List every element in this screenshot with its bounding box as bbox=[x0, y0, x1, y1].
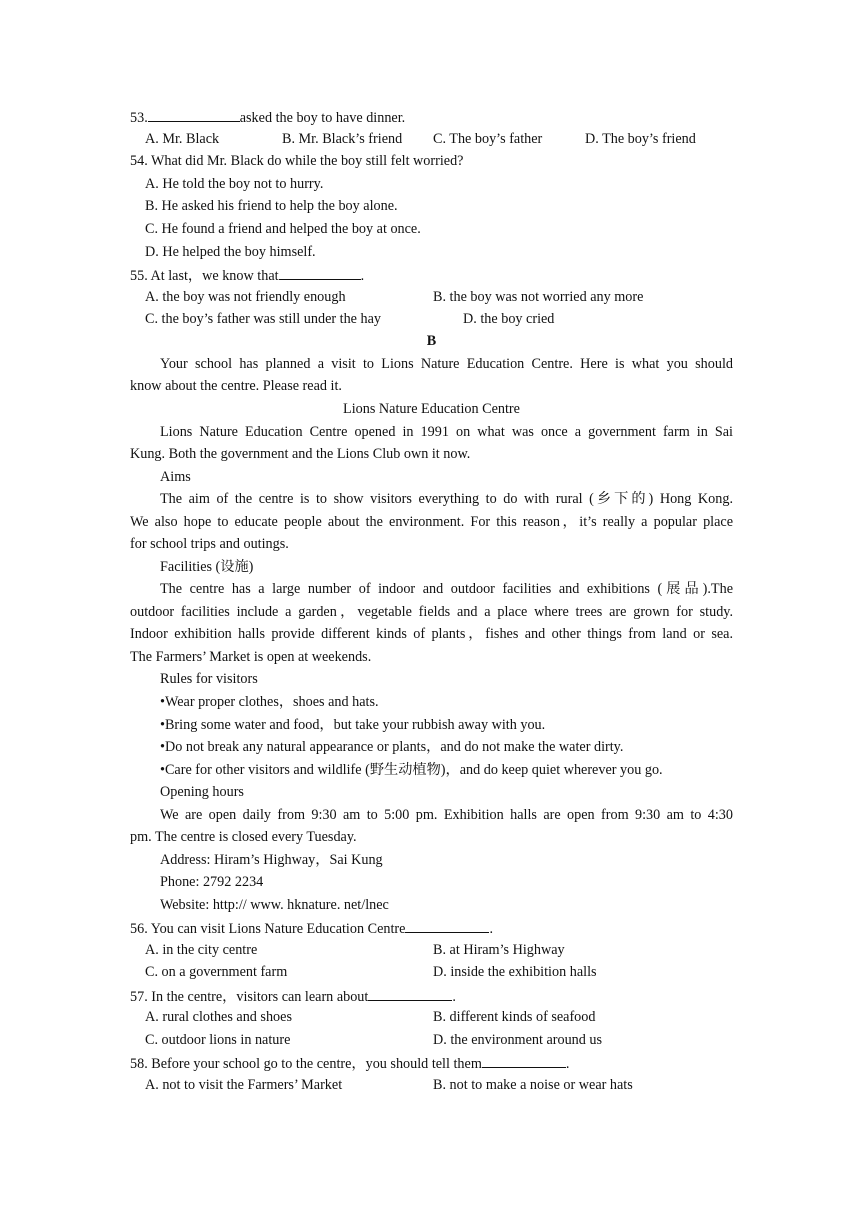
hours-line-2: pm. The centre is closed every Tuesday. bbox=[130, 829, 357, 845]
facilities-line-1: The centre has a large number of indoor and outdoor facilities and exhibitions (展品).The bbox=[160, 581, 733, 597]
answer-blank[interactable] bbox=[405, 918, 489, 933]
q53-option-c[interactable]: C. The boy’s father bbox=[433, 131, 543, 147]
q57-option-b[interactable]: B. different kinds of seafood bbox=[433, 1009, 596, 1025]
contact-phone: Phone: 2792 2234 bbox=[160, 874, 264, 890]
facilities-line-2: outdoor facilities include a garden，vegetable fields and a place where trees are grown for study. bbox=[130, 604, 733, 620]
question-58 bbox=[130, 1053, 733, 1073]
q56-option-d[interactable]: D. inside the exhibition halls bbox=[433, 964, 597, 980]
q56-option-c[interactable]: C. on a government farm bbox=[145, 964, 288, 980]
aims-line-3: for school trips and outings. bbox=[130, 536, 289, 552]
hours-line-1: We are open daily from 9:30 am to 5:00 pm. Exhibition halls are open from 9:30 am to 4:30 bbox=[160, 807, 733, 823]
q56-option-a[interactable]: A. in the city centre bbox=[145, 942, 258, 958]
rule-item: •Care for other visitors and wildlife (野生动植物)，and do keep quiet wherever you go. bbox=[160, 762, 663, 778]
q55-option-a[interactable]: A. the boy was not friendly enough bbox=[145, 289, 346, 305]
answer-blank[interactable] bbox=[482, 1053, 566, 1068]
rule-item: •Wear proper clothes，shoes and hats. bbox=[160, 694, 379, 710]
question-end: . bbox=[489, 921, 493, 937]
q54-option-b[interactable]: B. He asked his friend to help the boy alone. bbox=[145, 198, 398, 214]
q58-option-b[interactable]: B. not to make a noise or wear hats bbox=[433, 1077, 633, 1093]
question-53 bbox=[130, 107, 733, 127]
para1-line-2: Kung. Both the government and the Lions Club own it now. bbox=[130, 446, 471, 462]
facilities-line-3: Indoor exhibition halls provide different kinds of plants，fishes and other things from land or sea. bbox=[130, 626, 733, 642]
q54-option-c[interactable]: C. He found a friend and helped the boy at once. bbox=[145, 221, 421, 237]
para1-line-1: Lions Nature Education Centre opened in 1991 on what was once a government farm in Sai bbox=[160, 424, 733, 440]
contact-address: Address: Hiram’s Highway，Sai Kung bbox=[160, 852, 383, 868]
question-57 bbox=[130, 986, 733, 1006]
q55-option-d[interactable]: D. the boy cried bbox=[463, 311, 555, 327]
question-text: 55. At last，we know that bbox=[130, 268, 279, 284]
question-56 bbox=[130, 918, 733, 938]
question-text: 57. In the centre，visitors can learn about bbox=[130, 989, 369, 1005]
section-label: B bbox=[426, 333, 437, 349]
q57-option-a[interactable]: A. rural clothes and shoes bbox=[145, 1009, 292, 1025]
aims-heading: Aims bbox=[160, 469, 191, 485]
answer-blank[interactable] bbox=[368, 986, 452, 1001]
hours-heading: Opening hours bbox=[160, 784, 244, 800]
q55-option-b[interactable]: B. the boy was not worried any more bbox=[433, 289, 644, 305]
answer-blank[interactable] bbox=[148, 107, 240, 122]
facilities-line-4: The Farmers’ Market is open at weekends. bbox=[130, 649, 372, 665]
passage-title: Lions Nature Education Centre bbox=[343, 401, 520, 417]
q53-option-a[interactable]: A. Mr. Black bbox=[145, 131, 220, 147]
facilities-heading: Facilities (设施) bbox=[160, 559, 254, 575]
intro-line-1: Your school has planned a visit to Lions Nature Education Centre. Here is what you should bbox=[160, 356, 733, 372]
intro-line-2: know about the centre. Please read it. bbox=[130, 378, 342, 394]
question-end: . bbox=[565, 1056, 570, 1072]
q53-option-b[interactable]: B. Mr. Black’s friend bbox=[282, 131, 403, 147]
q55-option-c[interactable]: C. the boy’s father was still under the hay bbox=[145, 311, 382, 327]
question-end: . bbox=[452, 989, 456, 1005]
question-55 bbox=[130, 265, 733, 285]
q58-option-a[interactable]: A. not to visit the Farmers’ Market bbox=[145, 1077, 343, 1093]
question-end: . bbox=[360, 268, 365, 284]
question-number: 53. bbox=[130, 110, 148, 126]
contact-website: Website: http:// www. hknature. net/lnec bbox=[160, 897, 389, 913]
q54-option-a[interactable]: A. He told the boy not to hurry. bbox=[145, 176, 324, 192]
q53-option-d[interactable]: D. The boy’s friend bbox=[585, 131, 696, 147]
question-54: 54. What did Mr. Black do while the boy still felt worried? bbox=[130, 153, 464, 169]
q56-option-b[interactable]: B. at Hiram’s Highway bbox=[433, 942, 565, 958]
rule-item: •Do not break any natural appearance or plants，and do not make the water dirty. bbox=[160, 739, 624, 755]
answer-blank[interactable] bbox=[279, 265, 361, 280]
rules-heading: Rules for visitors bbox=[160, 671, 258, 687]
q54-option-d[interactable]: D. He helped the boy himself. bbox=[145, 244, 316, 260]
question-text: 56. You can visit Lions Nature Education Centre bbox=[130, 921, 406, 937]
rule-item: •Bring some water and food，but take your rubbish away with you. bbox=[160, 717, 546, 733]
q57-option-d[interactable]: D. the environment around us bbox=[433, 1032, 603, 1048]
q57-option-c[interactable]: C. outdoor lions in nature bbox=[145, 1032, 291, 1048]
aims-line-2: We also hope to educate people about the environment. For this reason，it’s really a popular place bbox=[130, 514, 733, 530]
aims-line-1: The aim of the centre is to show visitors everything to do with rural (乡下的) Hong Kong. bbox=[160, 491, 733, 507]
question-text: asked the boy to have dinner. bbox=[239, 110, 406, 126]
question-text: 58. Before your school go to the centre，you should tell them bbox=[130, 1056, 482, 1072]
